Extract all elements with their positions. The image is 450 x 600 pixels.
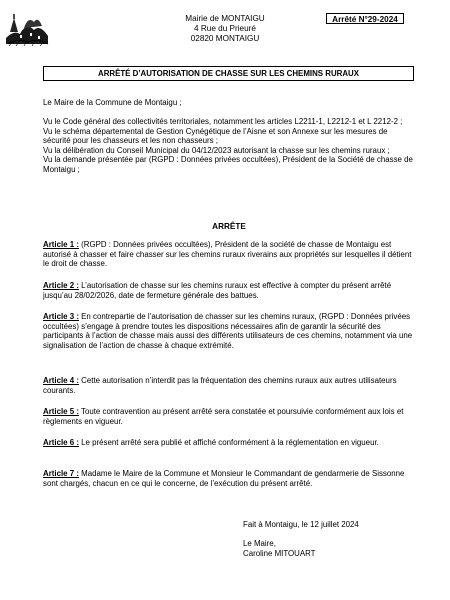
article-6	[43, 438, 415, 448]
arrete-heading: ARRÊTE	[212, 222, 246, 231]
preamble-intro: Le Maire de la Commune de Montaigu ;	[43, 98, 182, 107]
article-label: Article 1 :	[43, 240, 79, 249]
consideration-item: Vu la délibération du Conseil Municipal du 04/12/2023 autorisant la chasse sur les chemins ruraux ;	[43, 145, 390, 155]
article-3	[43, 312, 415, 350]
article-text: (RGPD : Données privées occultées), Président de la société de chasse de Montaigu est autorisé à chasser et faire chasser sur les chemins ruraux riverains aux propriétés sur lesquelles il détient le droit de chasse.	[43, 240, 412, 269]
consideration-item: Vu le Code général des collectivités territoriales, notamment les articles L2211-1, L2212-1 et L 2212-2 ;	[43, 117, 403, 126]
article-label: Article 6 :	[43, 438, 79, 447]
commune-logo-icon	[4, 8, 50, 48]
article-2	[43, 281, 415, 300]
article-text: Toute contravention au présent arrêté sera constatée et poursuivie conformément aux lois et règlements en vigueur.	[43, 407, 404, 426]
article-4	[43, 376, 415, 395]
article-1	[43, 240, 415, 269]
consideration-item: Vu le schéma départemental de Gestion Cynégétique de l’Aisne et son Annexe sur les mesures de sécurité pour les chasseurs et les non chasseurs ;	[43, 126, 388, 146]
article-text: Le présent arrêté sera publié et affiché conformément à la réglementation en vigueur.	[78, 438, 379, 447]
signature-name: Caroline MITOUART	[243, 549, 316, 558]
signature-role: Le Maire,	[243, 539, 276, 548]
signature-place-date: Fait à Montaigu, le 12 juillet 2024	[243, 520, 359, 529]
document-title: ARRÊTÉ D’AUTORISATION DE CHASSE SUR LES CHEMINS RURAUX	[43, 66, 414, 81]
consideration-item: Vu la demande présentée par (RGPD : Données privées occultées), Président de la Société de chasse de Montaigu ;	[43, 155, 413, 174]
preamble-considerations	[43, 117, 415, 175]
arrete-reference: Arrêté N°29-2024	[326, 13, 404, 24]
mairie-city: 02820 MONTAIGU	[190, 34, 260, 43]
article-text: L’autorisation de chasse sur les chemins ruraux est effective à compter du présent arrêté jusqu’au 28/02/2026, date de fermeture générale des battues.	[43, 281, 392, 300]
article-label: Article 7 :	[43, 469, 79, 478]
article-text: Cette autorisation n’interdit pas la fréquentation des chemins ruraux aux autres utilisateurs courants.	[43, 376, 397, 395]
article-label: Article 4 :	[43, 376, 79, 385]
mairie-street: 4 Rue du Prieuré	[194, 24, 256, 33]
article-7	[43, 469, 415, 488]
article-5	[43, 407, 415, 426]
mairie-address	[150, 14, 300, 44]
article-text: En contrepartie de l’autorisation de chasser sur les chemins ruraux, (RGPD : Données privées occultées) s’engage à prendre toutes les dispositions nécessaires afin de garantir la sécurité des participants à l’action de chasse mais aussi des différents utilisateurs de ces chemins, notamment via une signalisation de l’action de chasse à chaque extrémité.	[43, 312, 413, 350]
article-label: Article 2 :	[43, 281, 79, 290]
article-label: Article 3 :	[43, 312, 79, 321]
article-label: Article 5 :	[43, 407, 79, 416]
article-text: Madame le Maire de la Commune et Monsieur le Commandant de gendarmerie de Sissonne sont chargés, chacun en ce qui le concerne, de l’exécution du présent arrêté.	[43, 469, 405, 488]
mairie-name: Mairie de MONTAIGU	[185, 14, 265, 23]
